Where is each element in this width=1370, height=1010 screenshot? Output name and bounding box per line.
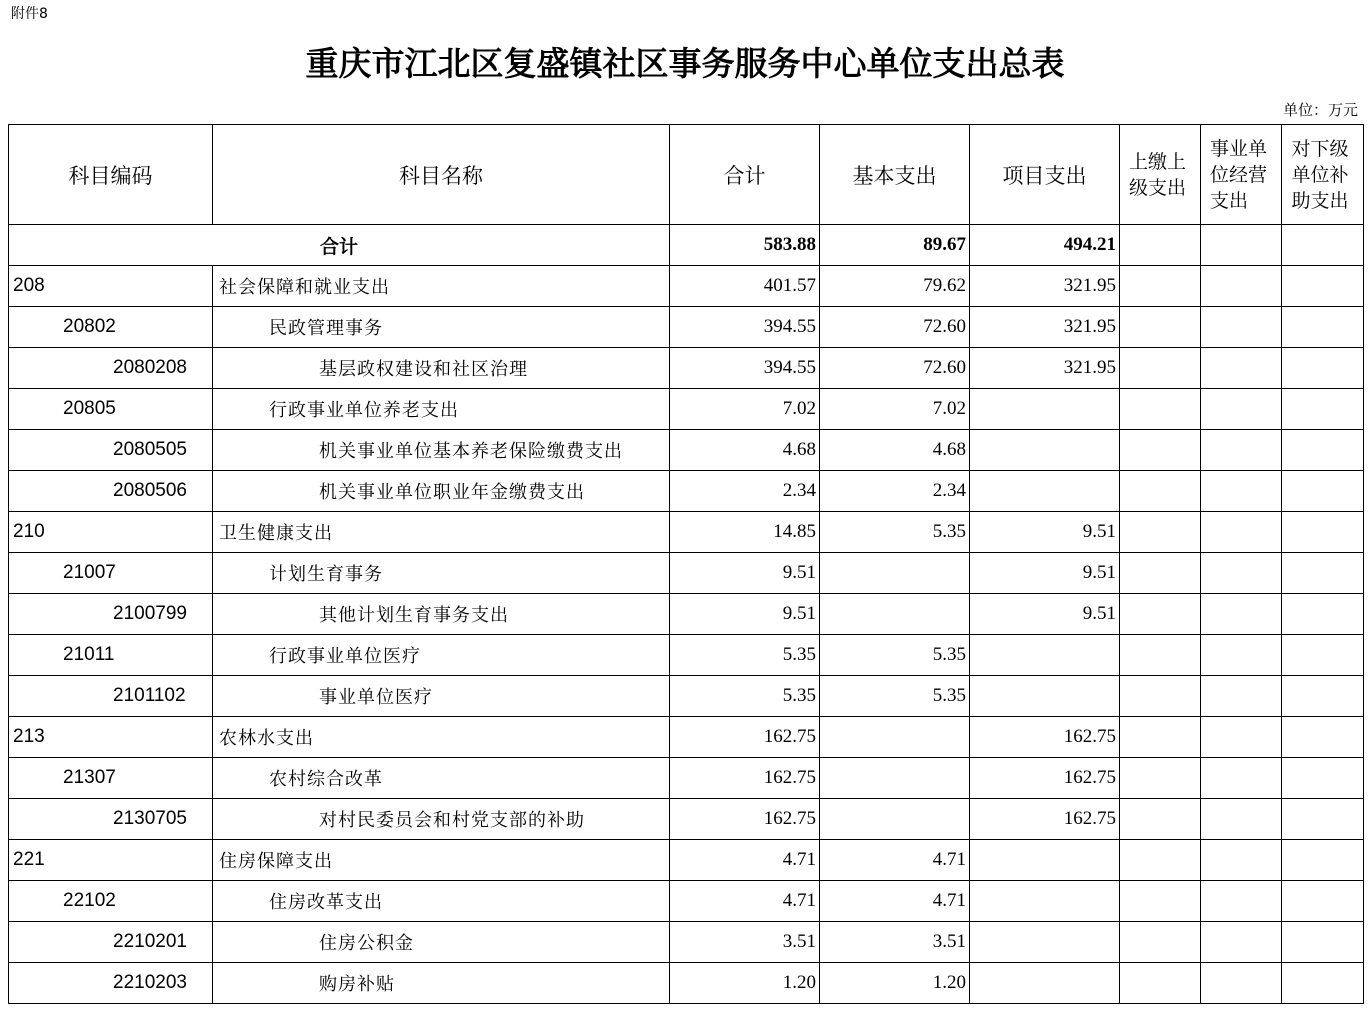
row-business: [1201, 717, 1282, 758]
row-project: 162.75: [970, 758, 1120, 799]
row-project: [970, 635, 1120, 676]
row-code: 2101102: [9, 676, 213, 717]
row-total: 7.02: [670, 389, 820, 430]
row-business: [1201, 430, 1282, 471]
table-row: [9, 512, 1364, 553]
row-lower: [1282, 676, 1364, 717]
row-code: 208: [9, 266, 213, 307]
row-project: [970, 676, 1120, 717]
row-business: [1201, 799, 1282, 840]
row-upper: [1120, 881, 1201, 922]
row-total: 1.20: [670, 963, 820, 1004]
table-row: [9, 963, 1364, 1004]
row-lower: [1282, 881, 1364, 922]
row-project: [970, 389, 1120, 430]
row-upper: [1120, 676, 1201, 717]
total-row-basic: 89.67: [820, 225, 970, 266]
row-project: 321.95: [970, 266, 1120, 307]
row-lower: [1282, 799, 1364, 840]
row-project: [970, 840, 1120, 881]
header-lower: [1282, 125, 1364, 225]
row-name: 购房补贴: [213, 963, 670, 1004]
row-upper: [1120, 717, 1201, 758]
row-total: 162.75: [670, 717, 820, 758]
row-project: [970, 471, 1120, 512]
row-lower: [1282, 553, 1364, 594]
row-total: 5.35: [670, 676, 820, 717]
table-row: [9, 676, 1364, 717]
row-code: 20805: [9, 389, 213, 430]
table-row: [9, 307, 1364, 348]
row-project: 9.51: [970, 512, 1120, 553]
row-total: 4.71: [670, 840, 820, 881]
header-upper: [1120, 125, 1201, 225]
row-basic: [820, 594, 970, 635]
unit-label: 单位：万元: [1282, 101, 1358, 119]
row-code: 2210203: [9, 963, 213, 1004]
row-business: [1201, 266, 1282, 307]
row-business: [1201, 881, 1282, 922]
row-name: 卫生健康支出: [213, 512, 670, 553]
row-basic: 3.51: [820, 922, 970, 963]
row-upper: [1120, 512, 1201, 553]
row-basic: 2.34: [820, 471, 970, 512]
header-business-text: 事业单位经营支出: [1210, 137, 1268, 212]
row-project: [970, 922, 1120, 963]
row-business: [1201, 840, 1282, 881]
row-name: 行政事业单位养老支出: [213, 389, 670, 430]
row-name: 社会保障和就业支出: [213, 266, 670, 307]
header-lower-text: 对下级单位补助支出: [1291, 137, 1349, 212]
page-title: 重庆市江北区复盛镇社区事务服务中心单位支出总表: [305, 44, 1065, 83]
row-lower: [1282, 840, 1364, 881]
row-lower: [1282, 512, 1364, 553]
row-upper: [1120, 594, 1201, 635]
header-basic: 基本支出: [820, 125, 970, 225]
row-business: [1201, 553, 1282, 594]
row-total: 401.57: [670, 266, 820, 307]
row-lower: [1282, 430, 1364, 471]
row-lower: [1282, 471, 1364, 512]
row-total: 3.51: [670, 922, 820, 963]
table-row: [9, 922, 1364, 963]
row-name: 住房改革支出: [213, 881, 670, 922]
row-project: 9.51: [970, 553, 1120, 594]
row-business: [1201, 512, 1282, 553]
row-upper: [1120, 471, 1201, 512]
header-business: [1201, 125, 1282, 225]
row-total: 4.71: [670, 881, 820, 922]
row-lower: [1282, 635, 1364, 676]
row-project: [970, 963, 1120, 1004]
header-project: 项目支出: [970, 125, 1120, 225]
table-row: [9, 717, 1364, 758]
header-name: 科目名称: [213, 125, 670, 225]
row-name: 事业单位医疗: [213, 676, 670, 717]
row-project: 321.95: [970, 307, 1120, 348]
row-code: 21007: [9, 553, 213, 594]
total-row-upper: [1120, 225, 1201, 266]
table-row: [9, 799, 1364, 840]
row-code: 2080208: [9, 348, 213, 389]
row-name: 机关事业单位职业年金缴费支出: [213, 471, 670, 512]
table-row: [9, 635, 1364, 676]
row-name: 对村民委员会和村党支部的补助: [213, 799, 670, 840]
row-total: 162.75: [670, 758, 820, 799]
row-business: [1201, 922, 1282, 963]
row-lower: [1282, 389, 1364, 430]
row-name: 计划生育事务: [213, 553, 670, 594]
row-project: [970, 430, 1120, 471]
table-row: [9, 266, 1364, 307]
row-basic: [820, 553, 970, 594]
table-row: [9, 553, 1364, 594]
row-total: 4.68: [670, 430, 820, 471]
row-code: 2080505: [9, 430, 213, 471]
row-upper: [1120, 799, 1201, 840]
row-name: 其他计划生育事务支出: [213, 594, 670, 635]
row-project: 162.75: [970, 717, 1120, 758]
row-lower: [1282, 717, 1364, 758]
row-business: [1201, 307, 1282, 348]
table-row: [9, 471, 1364, 512]
row-code: 20802: [9, 307, 213, 348]
row-code: 210: [9, 512, 213, 553]
row-upper: [1120, 553, 1201, 594]
row-lower: [1282, 594, 1364, 635]
row-lower: [1282, 758, 1364, 799]
row-code: 2130705: [9, 799, 213, 840]
row-basic: 4.68: [820, 430, 970, 471]
row-upper: [1120, 635, 1201, 676]
expenditure-table: [8, 124, 1364, 1004]
row-basic: [820, 758, 970, 799]
row-lower: [1282, 963, 1364, 1004]
row-upper: [1120, 963, 1201, 1004]
row-upper: [1120, 758, 1201, 799]
row-basic: 4.71: [820, 881, 970, 922]
row-total: 9.51: [670, 594, 820, 635]
row-code: 2100799: [9, 594, 213, 635]
row-project: [970, 881, 1120, 922]
row-name: 农村综合改革: [213, 758, 670, 799]
row-code: 221: [9, 840, 213, 881]
row-basic: 5.35: [820, 512, 970, 553]
row-basic: 72.60: [820, 348, 970, 389]
header-total: 合计: [670, 125, 820, 225]
row-total: 394.55: [670, 348, 820, 389]
table-row: [9, 881, 1364, 922]
table-row: [9, 758, 1364, 799]
attachment-label: 附件8: [11, 6, 48, 22]
row-upper: [1120, 307, 1201, 348]
row-business: [1201, 471, 1282, 512]
row-project: 9.51: [970, 594, 1120, 635]
total-row: [9, 225, 1364, 266]
row-business: [1201, 389, 1282, 430]
row-upper: [1120, 389, 1201, 430]
total-row-lower: [1282, 225, 1364, 266]
row-code: 213: [9, 717, 213, 758]
table-row: [9, 594, 1364, 635]
table-row: [9, 430, 1364, 471]
row-name: 行政事业单位医疗: [213, 635, 670, 676]
row-total: 5.35: [670, 635, 820, 676]
total-row-business: [1201, 225, 1282, 266]
row-code: 21307: [9, 758, 213, 799]
row-upper: [1120, 840, 1201, 881]
total-row-total: 583.88: [670, 225, 820, 266]
row-lower: [1282, 266, 1364, 307]
row-basic: 4.71: [820, 840, 970, 881]
row-lower: [1282, 348, 1364, 389]
total-row-label: 合计: [9, 225, 670, 266]
header-row: [9, 125, 1364, 225]
row-lower: [1282, 922, 1364, 963]
row-total: 2.34: [670, 471, 820, 512]
row-basic: 1.20: [820, 963, 970, 1004]
row-lower: [1282, 307, 1364, 348]
row-business: [1201, 963, 1282, 1004]
row-business: [1201, 635, 1282, 676]
row-business: [1201, 348, 1282, 389]
row-basic: [820, 717, 970, 758]
row-name: 民政管理事务: [213, 307, 670, 348]
row-code: 2210201: [9, 922, 213, 963]
row-name: 住房公积金: [213, 922, 670, 963]
row-total: 14.85: [670, 512, 820, 553]
table-row: [9, 389, 1364, 430]
row-business: [1201, 758, 1282, 799]
total-row-project: 494.21: [970, 225, 1120, 266]
row-basic: 79.62: [820, 266, 970, 307]
row-basic: 72.60: [820, 307, 970, 348]
row-basic: 5.35: [820, 676, 970, 717]
row-project: 162.75: [970, 799, 1120, 840]
row-code: 21011: [9, 635, 213, 676]
row-upper: [1120, 348, 1201, 389]
row-total: 394.55: [670, 307, 820, 348]
row-business: [1201, 676, 1282, 717]
row-basic: 5.35: [820, 635, 970, 676]
row-name: 基层政权建设和社区治理: [213, 348, 670, 389]
row-code: 2080506: [9, 471, 213, 512]
table-row: [9, 840, 1364, 881]
row-basic: [820, 799, 970, 840]
row-name: 机关事业单位基本养老保险缴费支出: [213, 430, 670, 471]
row-total: 162.75: [670, 799, 820, 840]
table-row: [9, 348, 1364, 389]
row-upper: [1120, 922, 1201, 963]
header-code: 科目编码: [9, 125, 213, 225]
row-business: [1201, 594, 1282, 635]
row-total: 9.51: [670, 553, 820, 594]
row-project: 321.95: [970, 348, 1120, 389]
row-name: 农林水支出: [213, 717, 670, 758]
row-basic: 7.02: [820, 389, 970, 430]
row-upper: [1120, 266, 1201, 307]
row-upper: [1120, 430, 1201, 471]
header-upper-text: 上缴上级支出: [1129, 150, 1187, 199]
row-code: 22102: [9, 881, 213, 922]
row-name: 住房保障支出: [213, 840, 670, 881]
